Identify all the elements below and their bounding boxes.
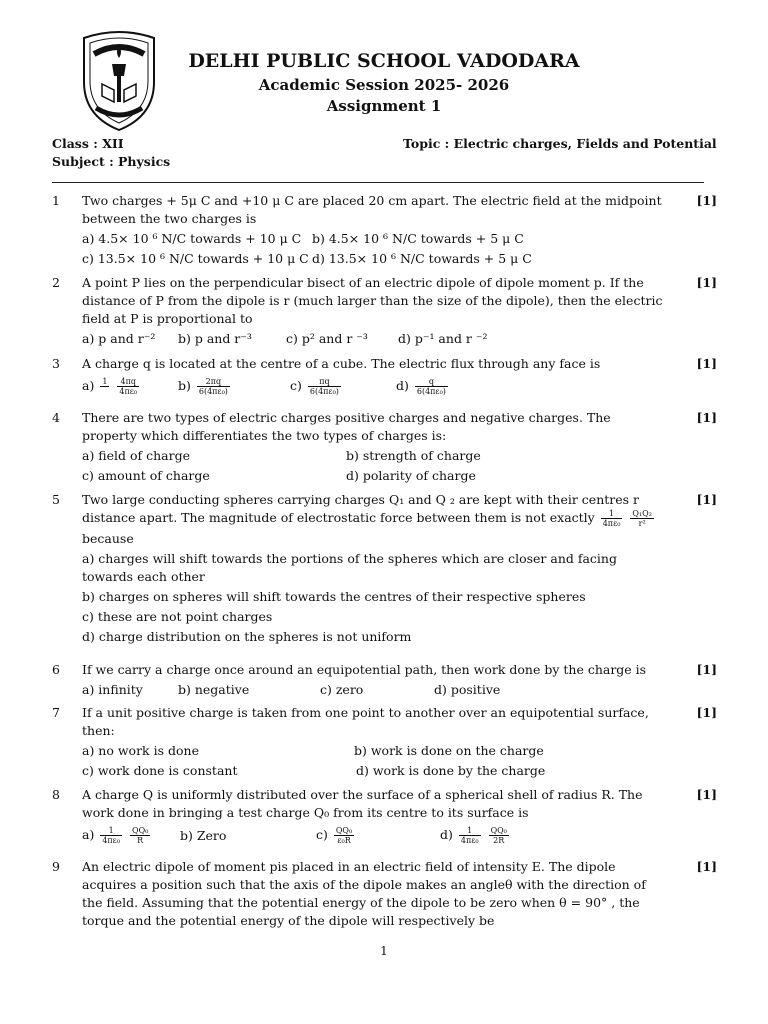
- option-b: b) $\frac{2\pi q}{\text{6(4πε₀)}}$: [178, 377, 228, 396]
- fraction: $\frac{4\pi q}{\text{4πε₀}}$: [119, 377, 138, 396]
- fraction: 1: [102, 377, 108, 386]
- question-number: 4: [52, 410, 60, 425]
- marks-badge: [1]: [696, 705, 717, 720]
- question-text: Two charges + 5μ C and +10 μ C are placed 20 cm apart. The electric field at the midpoint between the two charges is: [82, 193, 662, 226]
- marks-badge: [1]: [696, 275, 717, 290]
- option-c: c) these are not point charges: [82, 609, 273, 624]
- fraction: $\frac{\text{QQ₀}}{\text{ε₀R}}$: [335, 826, 353, 845]
- question-text: If a unit positive charge is taken from one point to another over an equipotential surface, then:: [82, 705, 649, 738]
- option-d: d) work is done by the charge: [356, 763, 546, 778]
- question-6: [52, 661, 717, 699]
- question-text: An electric dipole of moment pis placed in an electric field of intensity E. The dipole acquires a position such that the axis of the dipole makes an angleθ with the direction of the field. Assuming that the potential energy of the dipole to be zero when θ = 90° , the torque and the potential energy of the dipole will respectively be: [82, 859, 646, 928]
- option-d: d) positive: [434, 682, 501, 697]
- marks-badge: [1]: [696, 410, 717, 425]
- option-c: c) work done is constant: [82, 763, 238, 778]
- option-a: a) charges will shift towards the portions of the spheres which are closer and facing towards each other: [82, 551, 617, 584]
- assignment-title: Assignment 1: [326, 97, 442, 115]
- fraction: $\frac{\pi q}{\text{6(4πε₀)}}$: [309, 377, 339, 396]
- academic-session: Academic Session 2025- 2026: [258, 76, 510, 94]
- option-a: a) no work is done: [82, 743, 199, 758]
- question-9: [52, 858, 717, 930]
- subject-label: Subject : Physics: [52, 154, 171, 169]
- option-a: a) field of charge: [82, 448, 191, 463]
- page-number: 1: [380, 944, 388, 958]
- option-b: b) 4.5× 10 ⁶ N/C towards + 5 μ C: [312, 231, 524, 246]
- marks-badge: [1]: [696, 859, 717, 874]
- question-number: 9: [52, 859, 60, 874]
- option-c: c) 13.5× 10 ⁶ N/C towards + 10 μ C: [82, 251, 309, 266]
- option-a: a) p and r⁻²: [82, 331, 156, 346]
- question-3: [52, 355, 717, 396]
- question-text-tail: because: [82, 531, 134, 546]
- school-name: DELHI PUBLIC SCHOOL VADODARA: [188, 50, 580, 72]
- question-text: A charge q is located at the centre of a cube. The electric flux through any face is: [82, 356, 601, 371]
- header-divider: [52, 182, 704, 183]
- marks-badge: [1]: [696, 662, 717, 677]
- option-d: d) charge distribution on the spheres is not uniform: [82, 629, 412, 644]
- question-number: 3: [52, 356, 60, 371]
- question-number: 6: [52, 662, 60, 677]
- topic-label: Topic : Electric charges, Fields and Potential: [403, 136, 717, 151]
- option-b: b) Zero: [180, 827, 227, 843]
- option-b: b) p and r⁻³: [178, 331, 252, 346]
- fraction: $\frac{\text{QQ₀}}{2R}$: [490, 826, 507, 845]
- fraction: $\frac{\text{Q₁Q₂}}{\text{r²}}$: [632, 509, 652, 528]
- option-c: c) $\frac{\text{QQ₀}}{\text{ε₀R}}$: [316, 826, 353, 845]
- question-text: There are two types of electric charges positive charges and negative charges. The property which differentiates the two types of charges is:: [82, 410, 611, 443]
- question-1: [52, 192, 717, 268]
- option-d: d) 13.5× 10 ⁶ N/C towards + 5 μ C: [312, 251, 532, 266]
- question-text: If we carry a charge once around an equipotential path, then work done by the charge is: [82, 662, 647, 677]
- option-d: d) $\frac{1}{\text{4πε₀}}$ $\frac{\text{QQ₀}}{2R}$: [440, 826, 507, 845]
- option-d: d) $\frac{q}{\text{6(4πε₀)}}$: [396, 377, 446, 396]
- option-b: b) work is done on the charge: [354, 743, 544, 758]
- question-number: 5: [52, 492, 60, 507]
- question-8: [52, 786, 717, 845]
- option-a: a) 1 $\frac{4\pi q}{\text{4πε₀}}$: [82, 377, 138, 396]
- option-b: b) negative: [178, 682, 250, 697]
- option-b: b) strength of charge: [346, 448, 481, 463]
- option-b: b) charges on spheres will shift towards the centres of their respective spheres: [82, 589, 586, 604]
- question-number: 2: [52, 275, 60, 290]
- fraction: $\frac{1}{\text{4πε₀}}$: [102, 826, 121, 845]
- fraction: $\frac{1}{\text{4πε₀}}$: [460, 826, 479, 845]
- question-number: 1: [52, 193, 60, 208]
- class-label: Class : XII: [52, 136, 124, 151]
- question-4: [52, 409, 717, 485]
- option-c: c) amount of charge: [82, 468, 210, 483]
- option-a: a) 4.5× 10 ⁶ N/C towards + 10 μ C: [82, 231, 302, 246]
- option-a: a) $\frac{1}{\text{4πε₀}}$ $\frac{\text{QQ₀}}{R}$: [82, 826, 149, 845]
- option-a: a) infinity: [82, 682, 143, 697]
- marks-badge: [1]: [696, 356, 717, 371]
- option-c: c) p² and r ⁻³: [286, 331, 368, 346]
- marks-badge: [1]: [696, 787, 717, 802]
- option-d: d) p⁻¹ and r ⁻²: [398, 331, 488, 346]
- fraction: $\frac{\text{QQ₀}}{R}$: [132, 826, 149, 845]
- question-7: [52, 704, 717, 780]
- option-d: d) polarity of charge: [346, 468, 476, 483]
- fraction: $\frac{2\pi q}{\text{6(4πε₀)}}$: [198, 377, 228, 396]
- fraction: $\frac{q}{\text{6(4πε₀)}}$: [416, 377, 446, 396]
- marks-badge: [1]: [696, 492, 717, 507]
- question-text: A charge Q is uniformly distributed over the surface of a spherical shell of radius R. The work done in bringing a test charge Q₀ from its centre to its surface is: [82, 787, 643, 820]
- question-text: Two large conducting spheres carrying charges Q₁ and Q ₂ are kept with their centres r distance apart. The magnitude of electrostatic force between them is not exactly $\frac{1}{\text{4πε₀}}$ $\frac{\text{Q₁Q₂}}{\text{r²}}$: [82, 492, 652, 528]
- question-number: 7: [52, 705, 60, 720]
- option-c: c) $\frac{\pi q}{\text{6(4πε₀)}}$: [290, 377, 339, 396]
- question-number: 8: [52, 787, 60, 802]
- fraction: $\frac{1}{\text{4πε₀}}$: [602, 509, 621, 528]
- question-5: [52, 491, 717, 646]
- marks-badge: [1]: [696, 193, 717, 208]
- option-c: c) zero: [320, 682, 364, 697]
- question-text: A point P lies on the perpendicular bisect of an electric dipole of dipole moment p. If the distance of P from the dipole is r (much larger than the size of the dipole), then the electric field at P is proportional to: [82, 275, 663, 326]
- question-2: [52, 274, 717, 348]
